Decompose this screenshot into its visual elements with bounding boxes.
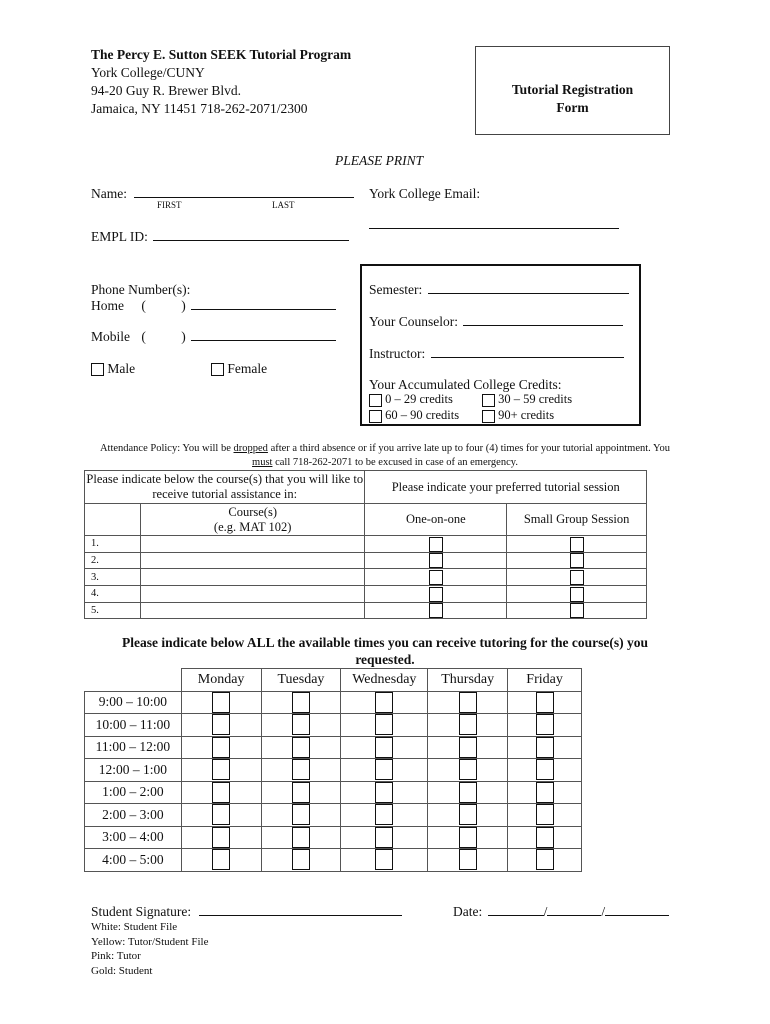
availability-checkbox[interactable] (459, 737, 477, 758)
male-label: Male (107, 361, 136, 376)
availability-checkbox[interactable] (375, 804, 393, 825)
empl-label: EMPL ID: (91, 229, 148, 244)
availability-checkbox[interactable] (375, 759, 393, 780)
attendance-middle: after a third absence or if you arrive late up to four (4) times for your tutorial appointment. You (267, 443, 671, 454)
availability-checkbox[interactable] (292, 804, 310, 825)
credit-checkbox-0-29[interactable] (369, 394, 382, 407)
semester-row (369, 281, 629, 299)
time-slot-label: 1:00 – 2:00 (85, 781, 182, 804)
time-slot-label: 11:00 – 12:00 (85, 736, 182, 759)
attendance-must: must (252, 457, 273, 468)
table-row (85, 759, 582, 782)
availability-checkbox[interactable] (292, 737, 310, 758)
time-slot-label: 4:00 – 5:00 (85, 849, 182, 872)
course-column-line2: (e.g. MAT 102) (213, 519, 292, 534)
time-slot-label: 9:00 – 10:00 (85, 691, 182, 714)
time-slot-label: 3:00 – 4:00 (85, 826, 182, 849)
date-day-line[interactable] (547, 903, 601, 916)
table-row (85, 714, 582, 737)
semester-input-line[interactable] (428, 281, 629, 294)
please-print: PLEASE PRINT (335, 153, 424, 168)
availability-checkbox[interactable] (375, 692, 393, 713)
availability-checkbox[interactable] (212, 782, 230, 803)
availability-checkbox[interactable] (292, 714, 310, 735)
table-row (85, 569, 647, 586)
date-separator: / (601, 904, 606, 919)
date-separator: / (543, 904, 548, 919)
mobile-paren-close: ) (181, 329, 186, 344)
street-address: 94-20 Guy R. Brewer Blvd. (91, 83, 241, 98)
course-table (84, 470, 647, 619)
credit-label-90-plus: 90+ credits (498, 408, 555, 422)
availability-checkbox[interactable] (212, 804, 230, 825)
day-header: Monday (181, 669, 261, 692)
small-group-checkbox[interactable] (570, 537, 584, 552)
availability-checkbox[interactable] (459, 782, 477, 803)
availability-checkbox[interactable] (536, 759, 554, 780)
program-name: The Percy E. Sutton SEEK Tutorial Program (91, 47, 352, 62)
table-row (85, 552, 647, 569)
availability-checkbox[interactable] (292, 827, 310, 848)
availability-checkbox[interactable] (536, 827, 554, 848)
credit-checkbox-90-plus[interactable] (482, 410, 495, 423)
availability-checkbox[interactable] (375, 827, 393, 848)
credit-label-0-29: 0 – 29 credits (385, 392, 453, 406)
credit-checkbox-30-59[interactable] (482, 394, 495, 407)
mobile-phone-input-line[interactable] (191, 328, 336, 341)
course-row-number: 2. (85, 552, 141, 569)
female-option[interactable] (211, 360, 267, 378)
availability-checkbox[interactable] (212, 737, 230, 758)
date-month-line[interactable] (488, 903, 544, 916)
course-row-number: 1. (85, 536, 141, 553)
course-table-session-heading (365, 471, 647, 504)
male-option[interactable] (91, 360, 135, 378)
credit-option-0-29[interactable] (369, 392, 453, 407)
table-row (85, 691, 582, 714)
copy-white: White: Student File (91, 921, 178, 933)
availability-checkbox[interactable] (536, 692, 554, 713)
name-row (91, 185, 354, 203)
date-label: Date: (453, 904, 483, 919)
table-row (85, 849, 582, 872)
course-row-number: 4. (85, 585, 141, 602)
course-row-number: 5. (85, 602, 141, 619)
signature-input-line[interactable] (199, 903, 402, 916)
credit-checkbox-60-90[interactable] (369, 410, 382, 423)
home-phone-input-line[interactable] (191, 297, 336, 310)
form-title-box (475, 46, 670, 135)
copy-gold: Gold: Student (91, 964, 153, 977)
empl-row (91, 228, 349, 246)
availability-checkbox[interactable] (292, 692, 310, 713)
header-block (91, 46, 451, 118)
availability-checkbox[interactable] (212, 714, 230, 735)
attendance-suffix: call 718-262-2071 to be excused in case of an emergency. (272, 457, 518, 468)
course-input-cell[interactable] (140, 536, 365, 553)
date-year-line[interactable] (605, 903, 669, 916)
availability-checkbox[interactable] (459, 827, 477, 848)
table-row (85, 602, 647, 619)
copy-yellow: Yellow: Tutor/Student File (91, 935, 209, 948)
one-on-one-checkbox[interactable] (429, 603, 443, 618)
availability-checkbox[interactable] (459, 692, 477, 713)
availability-heading: Please indicate below ALL the available times you can receive tutoring for the course(s) you requested. (122, 635, 648, 667)
empl-input-line[interactable] (153, 228, 349, 241)
table-row (85, 826, 582, 849)
availability-checkbox[interactable] (212, 849, 230, 870)
credit-option-90-plus[interactable] (482, 408, 554, 423)
availability-checkbox[interactable] (536, 849, 554, 870)
date-row (453, 903, 669, 921)
credit-option-60-90[interactable] (369, 408, 459, 423)
availability-checkbox[interactable] (375, 714, 393, 735)
email-label: York College Email: (369, 186, 481, 201)
attendance-policy (95, 442, 675, 470)
availability-checkbox[interactable] (212, 692, 230, 713)
home-paren-close: ) (181, 298, 186, 313)
availability-checkbox[interactable] (292, 759, 310, 780)
availability-checkbox[interactable] (536, 737, 554, 758)
form-title-line2: Form (556, 100, 589, 115)
course-column-line1: Course(s) (228, 504, 277, 519)
day-header: Friday (508, 669, 582, 692)
small-group-checkbox[interactable] (570, 553, 584, 568)
session-heading-text: Please indicate your preferred tutorial session (391, 479, 620, 494)
counselor-input-line[interactable] (463, 313, 623, 326)
credits-label: Your Accumulated College Credits: (369, 377, 562, 392)
city-phone: Jamaica, NY 11451 718-262-2071/2300 (91, 101, 308, 116)
home-paren-open: ( (141, 298, 146, 313)
one-on-one-header: One-on-one (365, 504, 507, 536)
availability-checkbox[interactable] (292, 782, 310, 803)
course-input-cell[interactable] (140, 569, 365, 586)
small-group-checkbox[interactable] (570, 570, 584, 585)
name-label: Name: (91, 186, 127, 201)
male-checkbox[interactable] (91, 363, 104, 376)
counselor-label: Your Counselor: (369, 314, 459, 329)
availability-checkbox[interactable] (375, 782, 393, 803)
availability-checkbox[interactable] (212, 827, 230, 848)
table-row (85, 804, 582, 827)
availability-checkbox[interactable] (292, 849, 310, 870)
form-title-line1: Tutorial Registration (511, 82, 634, 97)
credit-label-60-90: 60 – 90 credits (385, 408, 460, 422)
availability-checkbox[interactable] (459, 714, 477, 735)
small-group-header: Small Group Session (507, 504, 647, 536)
attendance-dropped: dropped (233, 443, 268, 454)
signature-label: Student Signature: (91, 904, 192, 919)
copy-pink: Pink: Tutor (91, 950, 141, 962)
day-header: Wednesday (341, 669, 428, 692)
mobile-paren-open: ( (141, 329, 146, 344)
availability-checkbox[interactable] (375, 737, 393, 758)
one-on-one-checkbox[interactable] (429, 537, 443, 552)
semester-label: Semester: (369, 282, 423, 297)
one-on-one-checkbox[interactable] (429, 570, 443, 585)
home-phone-row (91, 297, 336, 315)
time-slot-label: 12:00 – 1:00 (85, 759, 182, 782)
availability-checkbox[interactable] (375, 849, 393, 870)
table-row (85, 585, 647, 602)
home-label: Home (91, 298, 124, 313)
time-slot-label: 2:00 – 3:00 (85, 804, 182, 827)
female-label: Female (227, 361, 268, 376)
counselor-row (369, 313, 623, 331)
one-on-one-checkbox[interactable] (429, 587, 443, 602)
day-header: Thursday (428, 669, 508, 692)
instructor-input-line[interactable] (431, 345, 624, 358)
signature-row (91, 903, 402, 921)
availability-checkbox[interactable] (536, 714, 554, 735)
college-name: York College/CUNY (91, 65, 205, 80)
course-row-number: 3. (85, 569, 141, 586)
small-group-checkbox[interactable] (570, 603, 584, 618)
availability-checkbox[interactable] (212, 759, 230, 780)
day-header: Tuesday (261, 669, 341, 692)
availability-checkbox[interactable] (536, 804, 554, 825)
email-input-line[interactable] (369, 228, 619, 229)
credit-label-30-59: 30 – 59 credits (498, 392, 573, 406)
last-label: LAST (272, 200, 295, 210)
course-input-cell[interactable] (140, 585, 365, 602)
phone-label: Phone Number(s): (91, 282, 191, 297)
credit-option-30-59[interactable] (482, 392, 572, 407)
course-input-cell[interactable] (140, 602, 365, 619)
instructor-row (369, 345, 624, 363)
course-table-courses-heading (85, 471, 365, 504)
courses-heading-text: Please indicate below the course(s) that you will like to receive tutorial assistance in: (86, 472, 364, 501)
course-column-header (140, 504, 365, 536)
course-input-cell[interactable] (140, 552, 365, 569)
instructor-label: Instructor: (369, 346, 426, 361)
table-row (85, 536, 647, 553)
name-input-line[interactable] (134, 185, 354, 198)
availability-checkbox[interactable] (459, 759, 477, 780)
attendance-prefix: Attendance Policy: You will be (99, 443, 234, 454)
time-slot-label: 10:00 – 11:00 (85, 714, 182, 737)
copy-distribution (91, 920, 208, 978)
small-group-checkbox[interactable] (570, 587, 584, 602)
first-label: FIRST (157, 200, 182, 210)
female-checkbox[interactable] (211, 363, 224, 376)
availability-table (84, 668, 582, 872)
mobile-label: Mobile (91, 329, 130, 344)
availability-checkbox[interactable] (459, 849, 477, 870)
mobile-phone-row (91, 328, 336, 346)
availability-checkbox[interactable] (536, 782, 554, 803)
table-row (85, 736, 582, 759)
table-row (85, 781, 582, 804)
availability-checkbox[interactable] (459, 804, 477, 825)
one-on-one-checkbox[interactable] (429, 553, 443, 568)
